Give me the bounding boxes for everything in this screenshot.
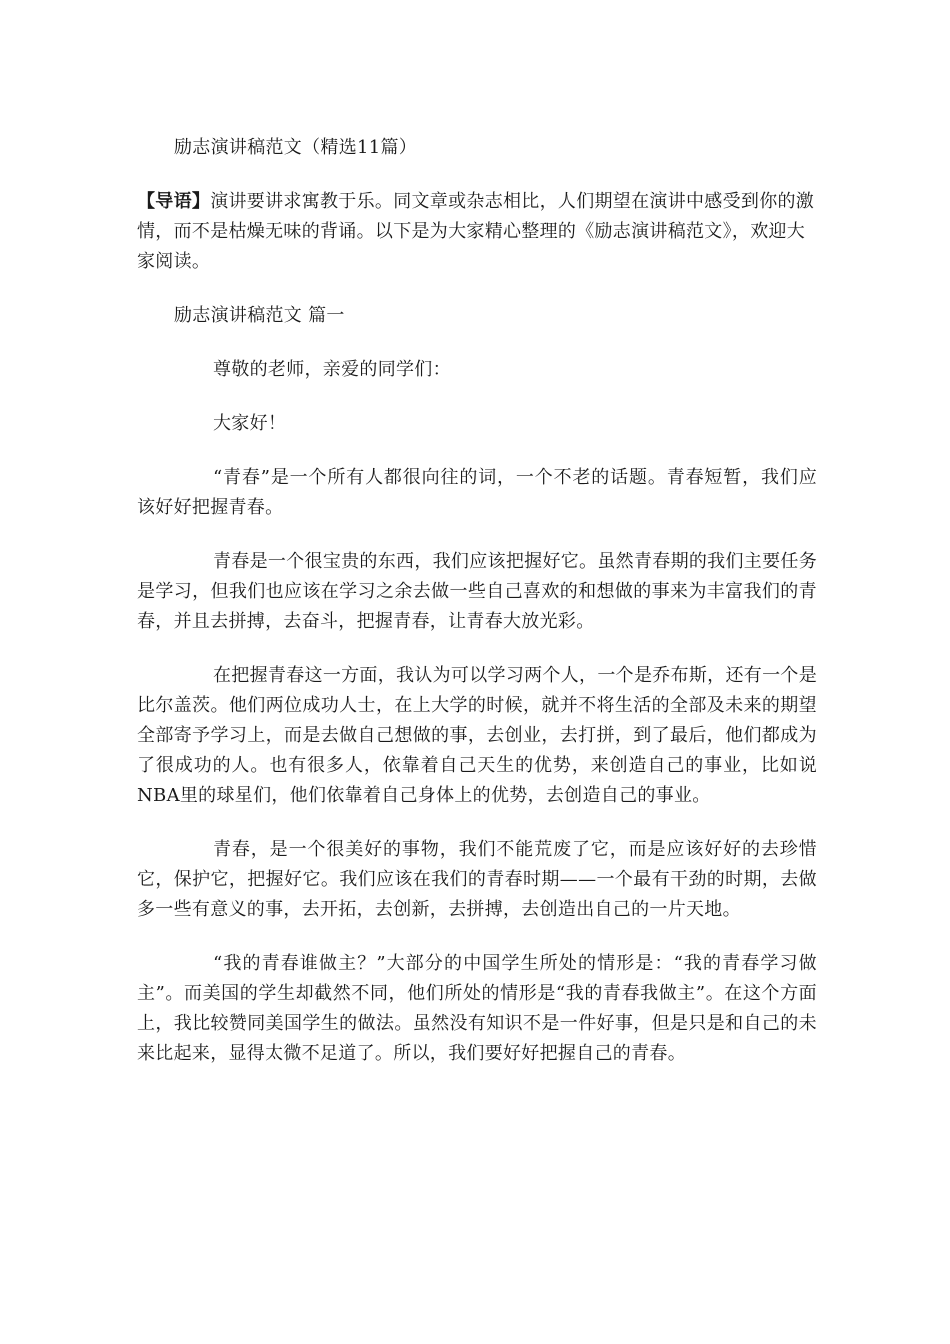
salutation: 尊敬的老师，亲爱的同学们：	[213, 359, 451, 380]
greeting: 大家好！	[213, 413, 287, 434]
body-paragraph: 青春是一个很宝贵的东西，我们应该把握好它。虽然青春期的我们主要任务是学习，但我们也应该在学习之余去做一些自己喜欢的和想做的事来为丰富我们的青春，并且去拼搏，去奋斗，把握青春，让青春大放光彩。	[137, 551, 817, 632]
intro-tag: 【导语】	[137, 191, 211, 212]
body-paragraph: “我的青春谁做主？”大部分的中国学生所处的情形是：“我的青春学习做主”。而美国的学生却截然不同，他们所处的情形是“我的青春我做主”。在这个方面上，我比较赞同美国学生的做法。虽然没有知识不是一件好事，但是只是和自己的未来比起来，显得太微不足道了。所以，我们要好好把握自己的青春。	[137, 953, 817, 1064]
section-heading: 励志演讲稿范文 篇一	[174, 305, 345, 326]
document-title: 励志演讲稿范文（精选11篇）	[174, 137, 418, 158]
body-paragraph: “青春”是一个所有人都很向往的词，一个不老的话题。青春短暂，我们应该好好把握青春。	[137, 467, 817, 518]
intro-text: 演讲要讲求寓教于乐。同文章或杂志相比，人们期望在演讲中感受到你的激情，而不是枯燥无味的背诵。以下是为大家精心整理的《励志演讲稿范文》，欢迎大家阅读。	[137, 191, 815, 272]
body-paragraph: 青春，是一个很美好的事物，我们不能荒废了它，而是应该好好的去珍惜它，保护它，把握好它。我们应该在我们的青春时期——一个最有干劲的时期，去做多一些有意义的事，去开拓，去创新，去拼搏，去创造出自己的一片天地。	[137, 839, 817, 920]
document-body	[137, 133, 817, 1093]
intro-paragraph	[137, 187, 817, 277]
body-paragraph: 在把握青春这一方面，我认为可以学习两个人，一个是乔布斯，还有一个是比尔盖茨。他们两位成功人士，在上大学的时候，就并不将生活的全部及未来的期望全部寄予学习上，而是去做自己想做的事，去创业，去打拼，到了最后，他们都成为了很成功的人。也有很多人，依靠着自己天生的优势，来创造自己的事业，比如说NBA里的球星们，他们依靠着自己身体上的优势，去创造自己的事业。	[137, 665, 817, 806]
